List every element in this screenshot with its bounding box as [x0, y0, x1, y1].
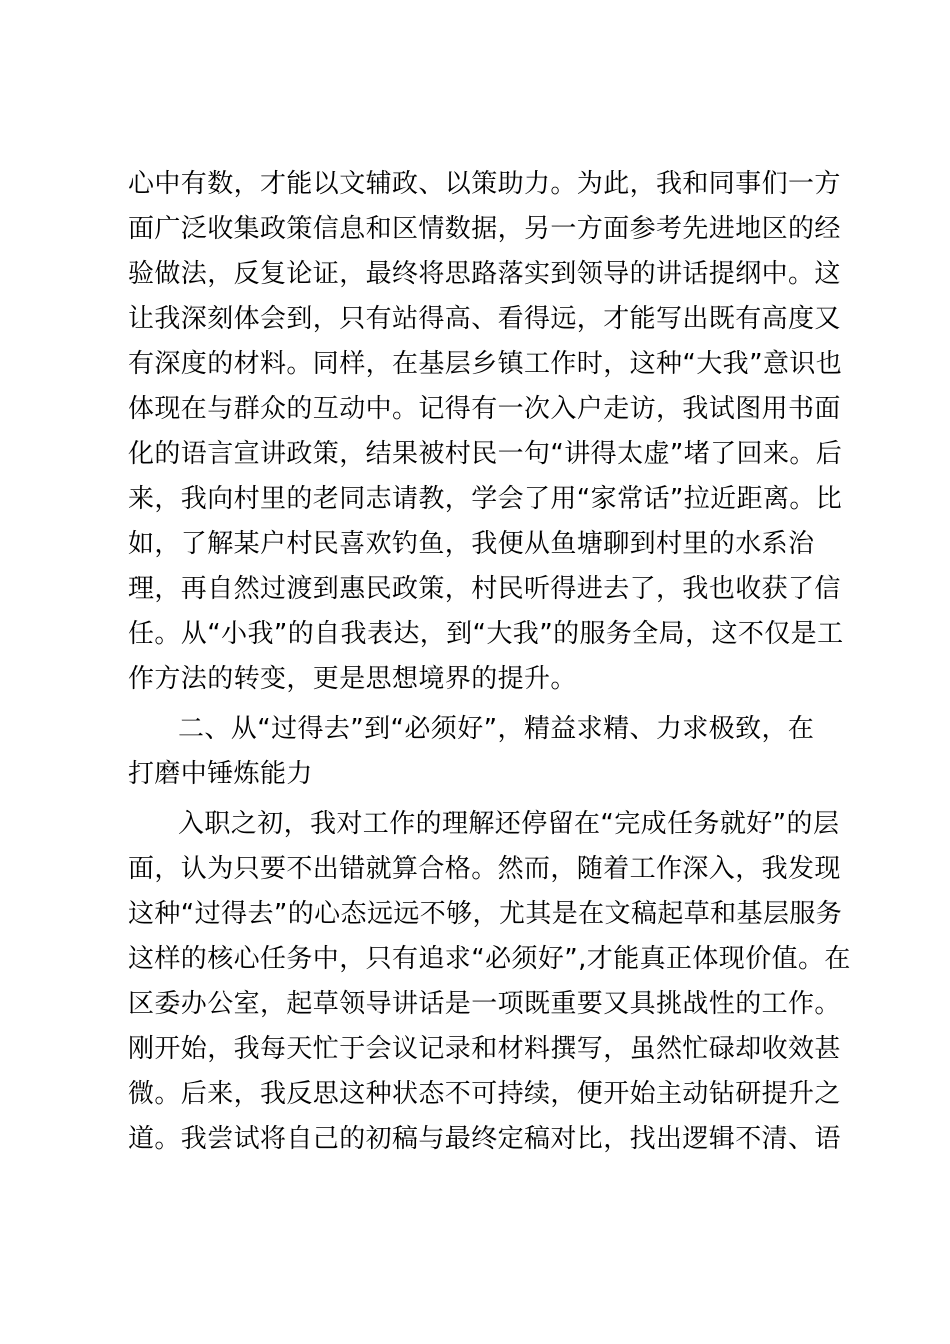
paragraph-line: 面广泛收集政策信息和区情数据，另一方面参考先进地区的经: [128, 214, 841, 244]
paragraph-line: 化的语言宣讲政策，结果被村民一句“讲得太虚”堵了回来。后: [128, 439, 843, 469]
paragraph-line: 心中有数，才能以文辅政、以策助力。为此，我和同事们一方: [128, 169, 841, 199]
paragraph-line: 刚开始，我每天忙于会议记录和材料撰写，虽然忙碌却收效甚: [128, 1034, 841, 1064]
paragraph-line: 任。从“小我”的自我表达，到“大我”的服务全局，这不仅是工: [128, 619, 844, 649]
paragraph-line: 如，了解某户村民喜欢钓鱼，我便从鱼塘聊到村里的水系治: [128, 529, 815, 559]
paragraph-line: 区委办公室，起草领导讲话是一项既重要又具挑战性的工作。: [128, 989, 841, 1019]
paragraph-line: 面，认为只要不出错就算合格。然而，随着工作深入，我发现: [128, 854, 841, 884]
section-heading-line: 二、从“过得去”到“必须好”，精益求精、力求极致，在: [178, 714, 815, 744]
paragraph-line: 作方法的转变，更是思想境界的提升。: [128, 664, 577, 694]
paragraph-line: 道。我尝试将自己的初稿与最终定稿对比，找出逻辑不清、语: [128, 1124, 841, 1154]
paragraph-line: 微。后来，我反思这种状态不可持续，便开始主动钻研提升之: [128, 1079, 841, 1109]
paragraph-line: 有深度的材料。同样，在基层乡镇工作时，这种“大我”意识也: [128, 349, 843, 379]
paragraph-line: 让我深刻体会到，只有站得高、看得远，才能写出既有高度又: [128, 304, 841, 334]
paragraph-line: 验做法，反复论证，最终将思路落实到领导的讲话提纲中。这: [128, 259, 841, 289]
paragraph-line: 这种“过得去”的心态远远不够，尤其是在文稿起草和基层服务: [128, 899, 843, 929]
paragraph-line: 这样的核心任务中，只有追求“必须好”,才能真正体现价值。在: [128, 944, 851, 974]
paragraph-line: 来，我向村里的老同志请教，学会了用“家常话”拉近距离。比: [128, 484, 843, 514]
paragraph-line: 理，再自然过渡到惠民政策，村民听得进去了，我也收获了信: [128, 574, 841, 604]
paragraph-line: 入职之初，我对工作的理解还停留在“完成任务就好”的层: [178, 809, 840, 839]
paragraph-line: 体现在与群众的互动中。记得有一次入户走访，我试图用书面: [128, 394, 841, 424]
section-heading-line: 打磨中锤炼能力: [128, 759, 313, 789]
